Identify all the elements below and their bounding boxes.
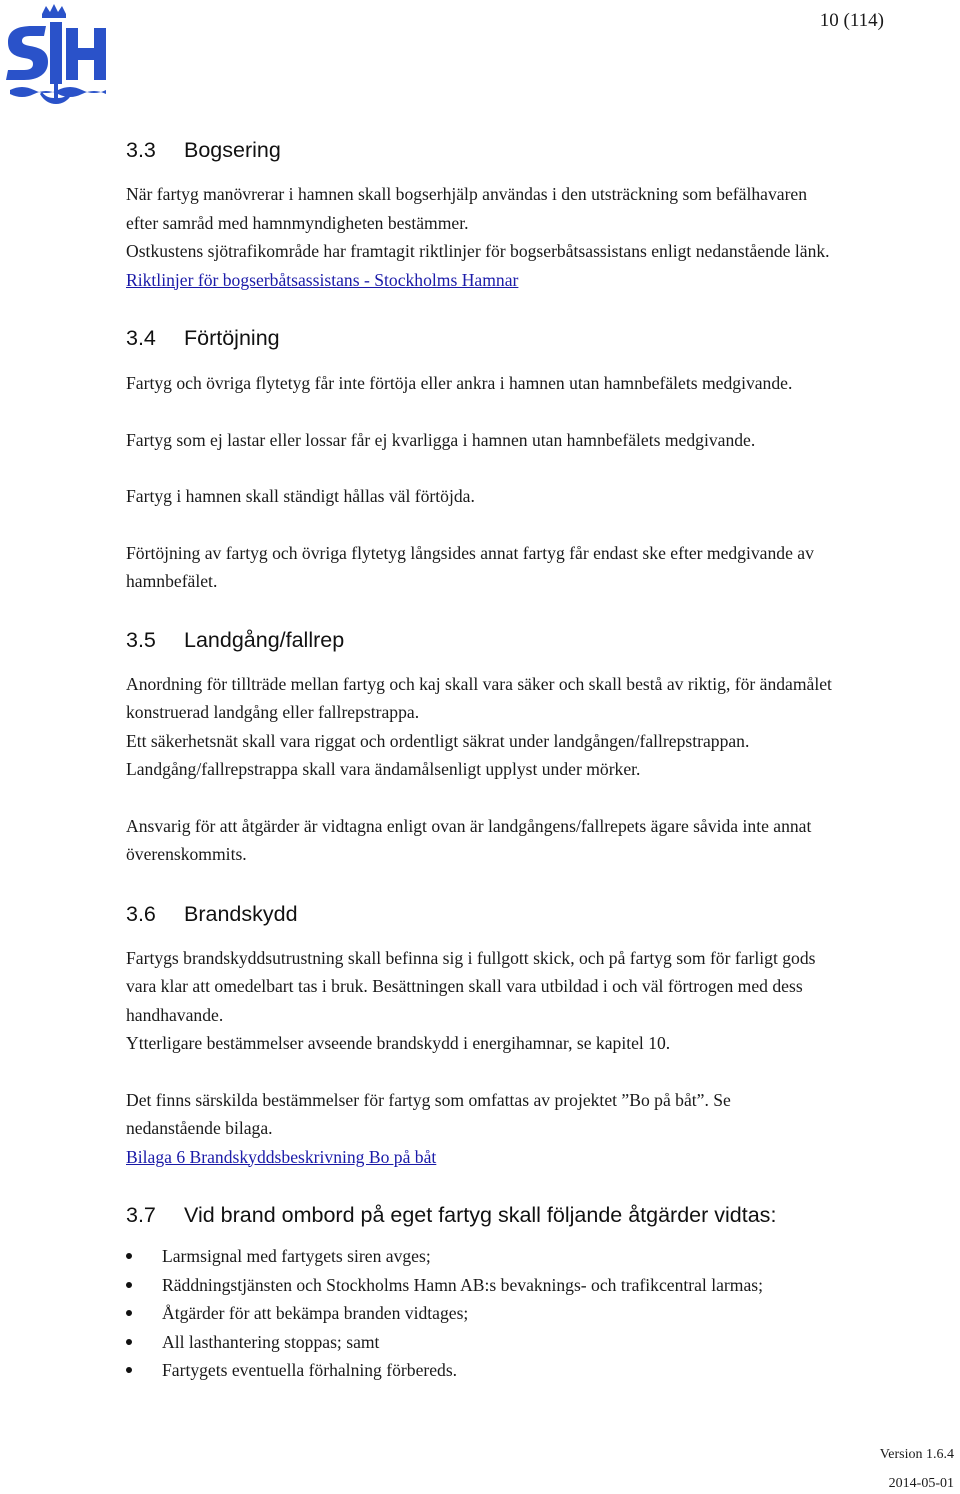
- towage-guidelines-link[interactable]: Riktlinjer för bogserbåtsassistans - Stockholms Hamnar: [126, 269, 519, 290]
- list-item: Räddningstjänsten och Stockholms Hamn AB:s bevaknings- och trafikcentral larmas;: [126, 1271, 941, 1300]
- paragraph: Fartygs brandskyddsutrustning skall befinna sig i fullgott skick, och på fartyg som för farligt gods: [126, 947, 816, 968]
- section-number: 3.3: [126, 138, 156, 162]
- document-body: [126, 138, 941, 1385]
- paragraph: handhavande.: [126, 1004, 224, 1025]
- paragraph: hamnbefälet.: [126, 571, 218, 591]
- section-title: Vid brand ombord på eget fartyg skall följande åtgärder vidtas: [184, 1203, 771, 1227]
- paragraph: När fartyg manövrerar i hamnen skall bogserhjälp användas i den utsträckning som befälhavaren: [126, 184, 808, 204]
- list-item: Larmsignal med fartygets siren avges;: [126, 1242, 941, 1271]
- paragraph: Det finns särskilda bestämmelser för fartyg som omfattas av projektet ”Bo på båt”. Se: [126, 1089, 731, 1110]
- paragraph: Ostkustens sjötrafikområde har framtagit riktlinjer för bogserbåtsassistans enligt nedanstående länk.: [126, 241, 830, 261]
- section-number: 3.6: [126, 901, 156, 926]
- paragraph: Landgång/fallrepstrappa skall vara ändamålsenligt upplyst under mörker.: [126, 759, 641, 779]
- list-item: All lasthantering stoppas; samt: [126, 1328, 941, 1357]
- bullet-icon: [126, 1282, 132, 1288]
- paragraph: Ytterligare bestämmelser avseende brandskydd i energihamnar, se kapitel 10.: [126, 1033, 671, 1053]
- list-item: Fartygets eventuella förhalning förbereds.: [126, 1356, 941, 1385]
- section-heading-3-3: [126, 138, 941, 163]
- bullet-icon: [126, 1339, 132, 1345]
- section-title: Förtöjning: [184, 326, 280, 350]
- paragraph: överenskommits.: [126, 844, 247, 864]
- paragraph: Förtöjning av fartyg och övriga flytetyg långsides annat fartyg får endast ske efter medgivande av: [126, 542, 814, 563]
- paragraph: konstruerad landgång eller fallrepstrappa.: [126, 702, 420, 722]
- section-title: Brandskydd: [184, 901, 298, 926]
- section-heading-3-7: [126, 1203, 941, 1228]
- section-number: 3.7: [126, 1203, 156, 1227]
- section-title-suffix: :: [770, 1203, 777, 1227]
- section-title: Bogsering: [184, 138, 281, 162]
- bullet-icon: [126, 1367, 132, 1373]
- paragraph: Ett säkerhetsnät skall vara riggat och ordentligt säkrat under landgången/fallrepstrappan.: [126, 730, 750, 751]
- bullet-icon: [126, 1253, 132, 1259]
- footer-version: Version 1.6.4: [879, 1447, 954, 1462]
- fire-protection-attachment-link[interactable]: Bilaga 6 Brandskyddsbeskrivning Bo på båt: [126, 1146, 437, 1167]
- footer-date: 2014-05-01: [888, 1476, 954, 1491]
- bullet-icon: [126, 1310, 132, 1316]
- paragraph: Anordning för tillträde mellan fartyg och kaj skall vara säker och skall bestå av riktig, för ändamålet: [126, 673, 832, 694]
- section-title: Landgång/fallrep: [184, 627, 345, 652]
- section-number: 3.5: [126, 627, 156, 652]
- paragraph: Fartyg och övriga flytetyg får inte förtöja eller ankra i hamnen utan hamnbefälets medgivande.: [126, 373, 793, 393]
- company-logo: [2, 2, 114, 110]
- page-number: 10 (114): [819, 10, 884, 31]
- paragraph: Fartyg som ej lastar eller lossar får ej kvarligga i hamnen utan hamnbefälets medgivande.: [126, 429, 756, 450]
- paragraph: vara klar att omedelbart tas i bruk. Besättningen skall vara utbildad i och väl förtrogen med dess: [126, 976, 803, 996]
- section-heading-3-4: [126, 326, 941, 351]
- paragraph: efter samråd med hamnmyndigheten bestämmer.: [126, 212, 469, 233]
- list-item: Åtgärder för att bekämpa branden vidtages;: [126, 1299, 941, 1328]
- fire-actions-list: [126, 1242, 941, 1385]
- paragraph: Ansvarig för att åtgärder är vidtagna enligt ovan är landgångens/fallrepets ägare såvida inte annat: [126, 815, 812, 836]
- section-heading-3-6: [126, 902, 941, 927]
- section-heading-3-5: [126, 628, 941, 653]
- paragraph: Fartyg i hamnen skall ständigt hållas väl förtöjda.: [126, 486, 475, 506]
- section-number: 3.4: [126, 326, 156, 350]
- paragraph: nedanstående bilaga.: [126, 1118, 273, 1138]
